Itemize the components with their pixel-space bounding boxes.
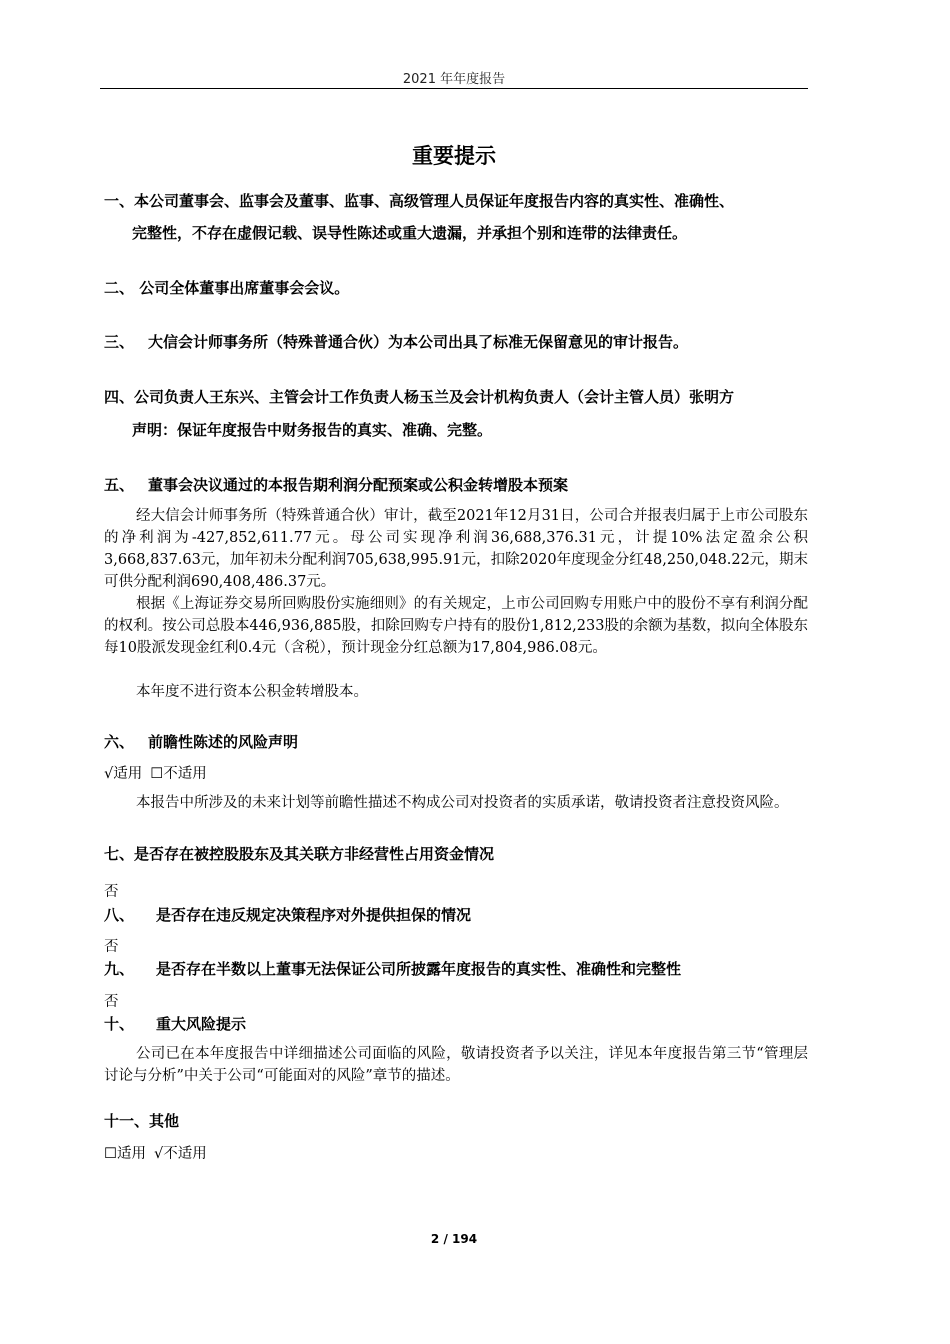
section-1-line-2: 完整性，不存在虚假记载、误导性陈述或重大遗漏，并承担个别和连带的法律责任。 xyxy=(132,224,688,242)
section-5-paragraph-3: 本年度不进行资本公积金转增股本。 xyxy=(136,684,368,700)
running-header: 2021 年年度报告 xyxy=(402,72,506,87)
section-9-heading xyxy=(104,958,681,979)
section-4-line-1: 四、公司负责人王东兴、主管会计工作负责人杨玉兰及会计机构负责人（会计主管人员）张明方 xyxy=(104,388,735,406)
section-7-title: 七、是否存在被控股股东及其关联方非经营性占用资金情况 xyxy=(104,845,495,863)
section-11-options xyxy=(104,1142,215,1163)
section-5-heading xyxy=(104,474,568,495)
section-6-paragraph: 本报告中所涉及的未来计划等前瞻性描述不构成公司对投资者的实质承诺，敬请投资者注意投资风险。 xyxy=(136,795,789,811)
applicable-option: ☐适用 xyxy=(104,1146,146,1162)
applicable-option: √适用 xyxy=(104,766,143,782)
section-9-title: 是否存在半数以上董事无法保证公司所披露年度报告的真实性、准确性和完整性 xyxy=(156,960,682,978)
section-5-paragraph-2: 根据《上海证券交易所回购股份实施细则》的有关规定，上市公司回购专用账户中的股份不享有利润分配的权利。按公司总股本446,936,885股，扣除回购专户持有的股份1,812,233股的余额为基数，拟向全体股东每10股派发现金红利0.4元（含税），预计现金分红总额为17,804,986.08元。 xyxy=(104,596,808,656)
section-9-number: 九、 xyxy=(104,960,135,978)
section-6-options xyxy=(104,762,215,783)
section-3-number: 三、 xyxy=(104,333,135,351)
page-title: 重要提示 xyxy=(412,144,496,168)
section-10-heading xyxy=(104,1013,246,1034)
section-6-heading xyxy=(104,731,298,752)
section-9-answer: 否 xyxy=(104,994,119,1010)
section-6-number: 六、 xyxy=(104,733,135,751)
section-10-title: 重大风险提示 xyxy=(156,1015,247,1033)
section-3 xyxy=(104,331,688,352)
not-applicable-option: ☐不适用 xyxy=(150,766,207,782)
section-8-number: 八、 xyxy=(104,906,135,924)
header-rule xyxy=(100,88,808,89)
section-6-title: 前瞻性陈述的风险声明 xyxy=(148,733,299,751)
section-5-title: 董事会决议通过的本报告期利润分配预案或公积金转增股本预案 xyxy=(148,476,569,494)
section-2-text: 二、 公司全体董事出席董事会会议。 xyxy=(104,279,350,297)
section-3-text: 大信会计师事务所（特殊普通合伙）为本公司出具了标准无保留意见的审计报告。 xyxy=(148,333,689,351)
section-5-paragraph-1: 经大信会计师事务所（特殊普通合伙）审计，截至2021年12月31日，公司合并报表归属于上市公司股东的净利润为-427,852,611.77元。母公司实现净利润36,688,376.31元，计提10%法定盈余公积3,668,837.63元，加年初未分配利润705,638,995.91元，扣除2020年度现金分红48,250,048.22元，期末可供分配利润690,408,486.37元。 xyxy=(104,508,808,590)
section-10-number: 十、 xyxy=(104,1015,135,1033)
section-7-answer: 否 xyxy=(104,884,119,900)
section-1-line-1: 一、本公司董事会、监事会及董事、监事、高级管理人员保证年度报告内容的真实性、准确性、 xyxy=(104,192,735,210)
not-applicable-option: √不适用 xyxy=(154,1146,207,1162)
section-4-line-2: 声明：保证年度报告中财务报告的真实、准确、完整。 xyxy=(132,421,493,439)
section-8-heading xyxy=(104,904,471,925)
section-11-title: 十一、其他 xyxy=(104,1112,180,1130)
section-8-title: 是否存在违反规定决策程序对外提供担保的情况 xyxy=(156,906,472,924)
section-8-answer: 否 xyxy=(104,939,119,955)
section-10-paragraph: 公司已在本年度报告中详细描述公司面临的风险，敬请投资者予以关注，详见本年度报告第三节“管理层讨论与分析”中关于公司“可能面对的风险”章节的描述。 xyxy=(104,1046,808,1084)
page-number: 2 / 194 xyxy=(430,1232,478,1246)
section-5-number: 五、 xyxy=(104,476,135,494)
